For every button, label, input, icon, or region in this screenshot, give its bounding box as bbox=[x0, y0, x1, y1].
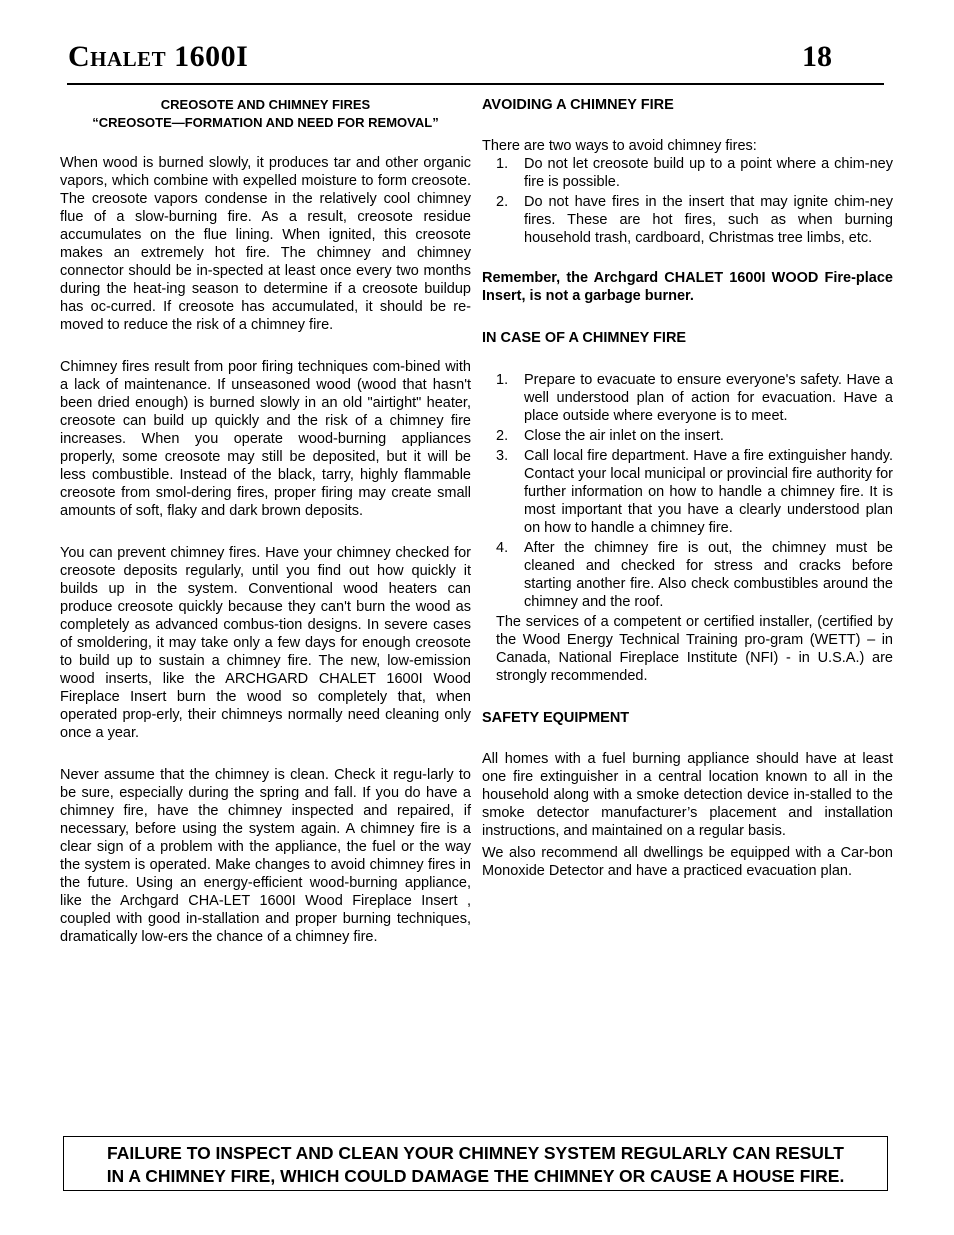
paragraph-co-detector: We also recommend all dwellings be equipped with a Car-bon Monoxide Detector and have a practiced evacuation plan. bbox=[482, 845, 893, 879]
services-note: The services of a competent or certified installer, (certified by the Wood Energy Technical Training pro-gram (WETT) – in Canada, National Fireplace Institute (NFI) - in U.S.A.) are strongly recommended. bbox=[496, 614, 893, 684]
heading-avoiding-chimney-fire: AVOIDING A CHIMNEY FIRE bbox=[482, 97, 674, 113]
paragraph-never-assume: Never assume that the chimney is clean. Check it regu-larly to be sure, especially during the spring and fall. If you do have a chimney fire, have the chimney inspected and repaired, if necessary, before using the system again. A chimney fire is a clear sign of a problem with the appliance, the fuel or the way the system is operated. Make changes to avoid chimney fires in the future. Using an energy-efficient wood-burning appliance, like the Archgard CHA-LET 1600I Wood Fireplace Insert , coupled with good in-stallation and proper burning techniques, dramatically low-ers the chance of a chimney fire. bbox=[60, 767, 471, 945]
list-item: 2. Close the air inlet on the insert. bbox=[496, 428, 724, 444]
section-heading-creosote: CREOSOTE AND CHIMNEY FIRES bbox=[160, 97, 371, 112]
page-number: 18 bbox=[802, 40, 832, 73]
heading-safety-equipment: SAFETY EQUIPMENT bbox=[482, 710, 630, 726]
warning-line-2: IN A CHIMNEY FIRE, WHICH COULD DAMAGE THE CHIMNEY OR CAUSE A HOUSE FIRE. bbox=[106, 1166, 845, 1186]
case-list bbox=[482, 371, 893, 611]
paragraph-creosote-formation: When wood is burned slowly, it produces tar and other organic vapors, which combine with expelled moisture to form creosote. The creosote vapors condense in the relatively cool chimney flue of a slow-burning fire. As a result, creosote residue accumulates on the flue lining. When ignited, this creosote makes an extremely hot fire. The chimney and chimney connector should be in-spected at least once every two months during the heat-ing season to determine if a creosote buildup has oc-curred. If creosote has accumulated, it should be re-moved to reduce the risk of a chimney fire. bbox=[60, 155, 471, 333]
list-item: 2. Do not have fires in the insert that may ignite chim-ney fires. These are hot fires, such as when burning household trash, cardboard, Christmas tree limbs, etc. bbox=[496, 194, 893, 246]
header-divider bbox=[67, 83, 884, 85]
avoid-list bbox=[482, 155, 893, 247]
warning-box bbox=[63, 1136, 888, 1191]
paragraph-chimney-fire-causes: Chimney fires result from poor firing techniques com-bined with a lack of maintenance. If unseasoned wood (wood that hasn't been dried enough) is burned slowly in an old "airtight" heater, creosote can build up quickly and the risk of a chimney fire increases. When you operate wood-burning appliances properly, some creosote may still be deposited, but it will be less combustible. Instead of the black, tarry, highly flammable creosote from smol-dering fires, proper firing may create small amounts of soft, flaky and dark brown deposits. bbox=[60, 359, 471, 519]
section-subheading-creosote: “CREOSOTE—FORMATION AND NEED FOR REMOVAL” bbox=[92, 115, 439, 130]
list-item: 1. Do not let creosote build up to a point where a chim-ney fire is possible. bbox=[496, 156, 893, 190]
list-item: 4. After the chimney fire is out, the chimney must be cleaned and checked for stress and cracks before starting another fire. Also check combustibles around the chimney and the roof. bbox=[496, 540, 893, 610]
heading-in-case-of-fire: IN CASE OF A CHIMNEY FIRE bbox=[482, 330, 687, 346]
remember-note: Remember, the Archgard CHALET 1600I WOOD Fire-place Insert, is not a garbage burner. bbox=[482, 270, 893, 304]
list-item: 1. Prepare to evacuate to ensure everyone's safety. Have a well understood plan of action for evacuation. Have a place outside where everyone is to meet. bbox=[496, 372, 893, 424]
paragraph-safety-extinguisher: All homes with a fuel burning appliance should have at least one fire extinguisher in a central location known to all in the household along with a smoke detection device in-stalled to the smoke detector manufacturer’s placement and installation instructions, and maintained on a regular basis. bbox=[482, 751, 893, 839]
warning-line-1: FAILURE TO INSPECT AND CLEAN YOUR CHIMNEY SYSTEM REGULARLY CAN RESULT bbox=[106, 1143, 845, 1163]
right-column bbox=[482, 96, 893, 880]
list-item: 3. Call local fire department. Have a fire extinguisher handy. Contact your local municipal or provincial fire authority for further information on how to handle a chimney fire. It is most important that you have a clearly understood plan on how to handle a chimney fire. bbox=[496, 448, 893, 536]
avoid-intro: There are two ways to avoid chimney fires: bbox=[482, 138, 757, 154]
page-title: Chalet 1600I bbox=[68, 40, 249, 73]
paragraph-prevent-chimney-fires: You can prevent chimney fires. Have your chimney checked for creosote deposits regularly, until you find out how quickly it builds up in the system. Conventional wood heaters can produce creosote quickly because they can't burn the wood as completely as advanced combus-tion designs. In severe cases of smoldering, it may take only a few days for enough creosote to build up to sustain a chimney fire. The new, low-emission wood inserts, like the ARCHGARD CHALET 1600I Wood Fireplace Insert burn the wood so completely that, when operated prop-erly, their chimneys normally need cleaning only once a year. bbox=[60, 545, 471, 741]
left-column bbox=[60, 96, 471, 946]
